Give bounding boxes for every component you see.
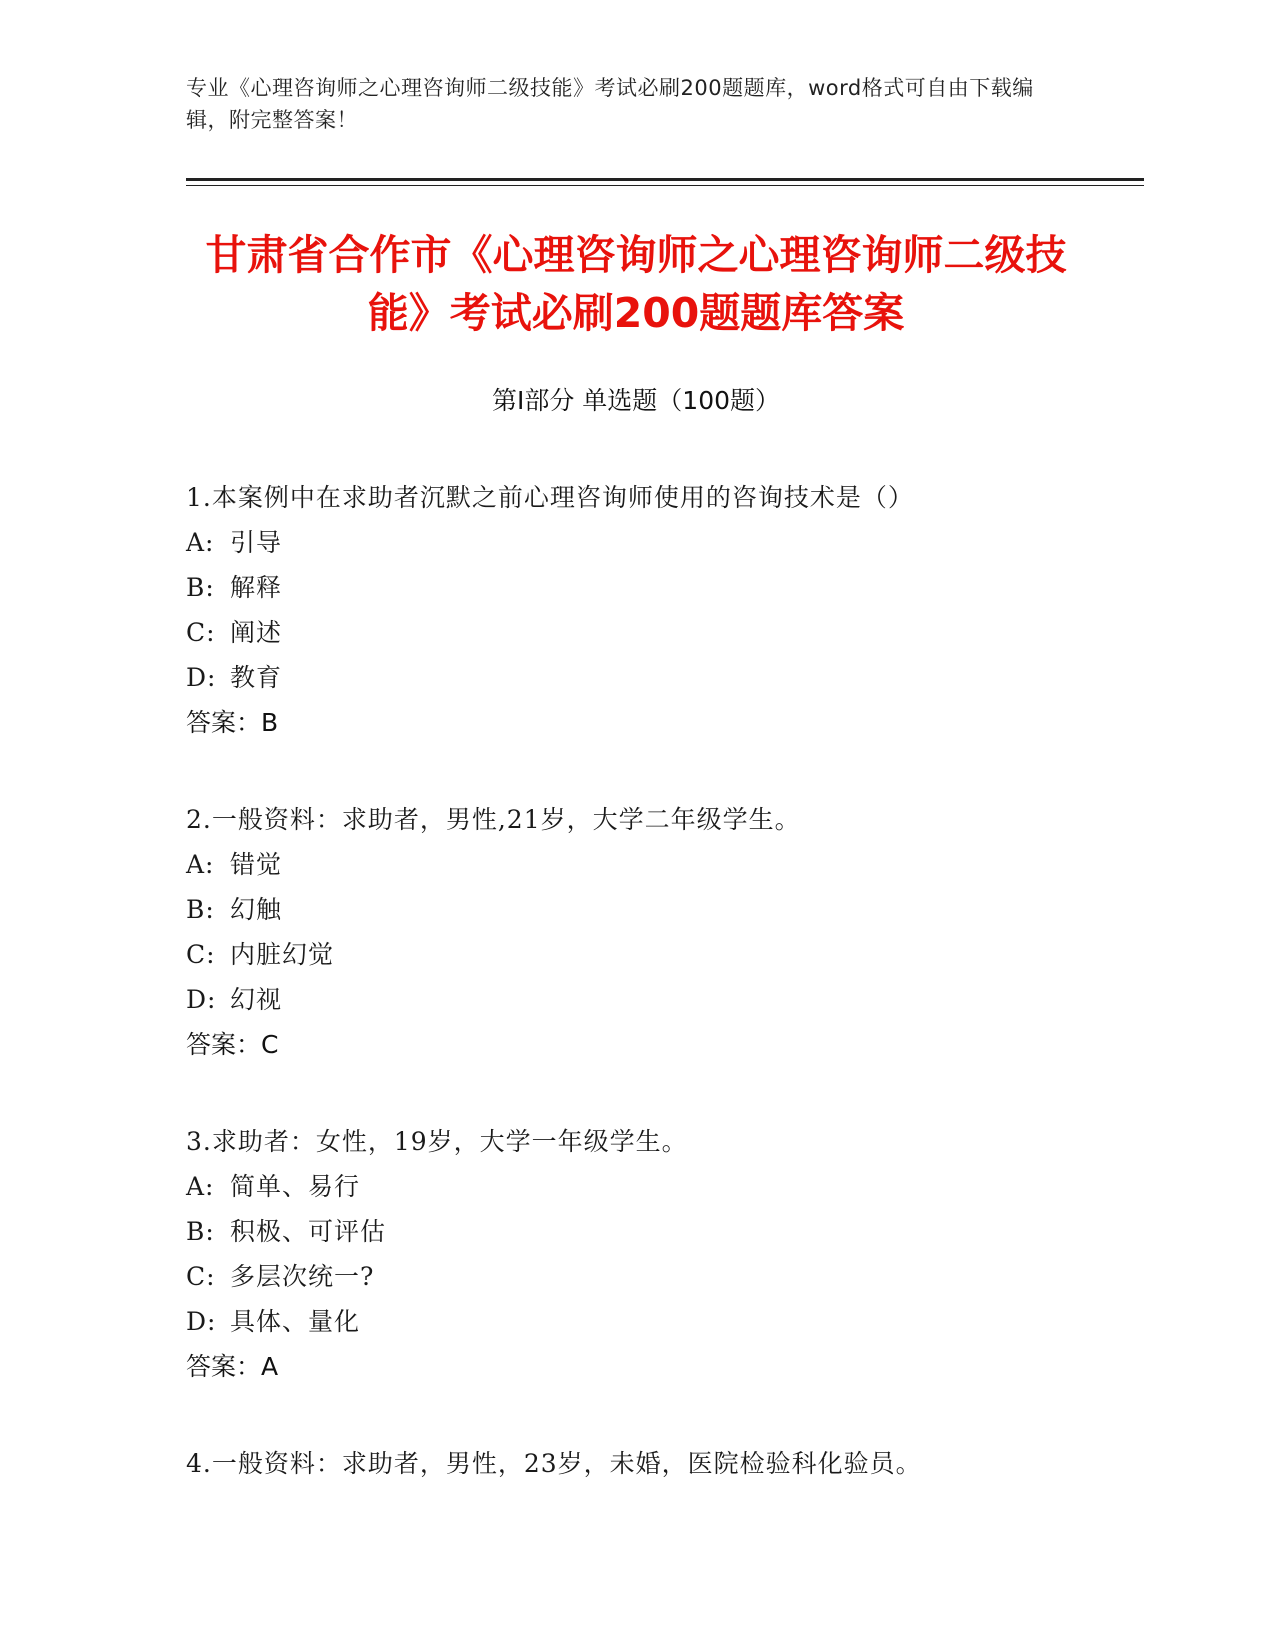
option-text: 幻视 [230,985,283,1014]
header-note: 专业《心理咨询师之心理咨询师二级技能》考试必刷200题题库，word格式可自由下载编辑，附完整答案！ [186,76,1034,132]
option-label: C: [186,940,216,969]
question-stem: 3.求助者：女性，19岁，大学一年级学生。 [186,1127,688,1156]
option-d [186,655,1136,700]
option-d [186,1299,1136,1344]
option-text: 错觉 [230,850,283,879]
option-label: C: [186,618,216,647]
answer-line: 答案：B [186,708,279,737]
option-text: 简单、易行 [230,1172,361,1201]
option-b [186,887,1136,932]
option-text: 解释 [230,573,283,602]
question-item [186,475,1136,745]
question-item [186,797,1136,1067]
option-b [186,1209,1136,1254]
question-stem: 2.一般资料：求助者，男性,21岁，大学二年级学生。 [186,805,801,834]
option-text: 积极、可评估 [230,1217,387,1246]
answer-line: 答案：C [186,1030,279,1059]
option-a [186,1164,1136,1209]
option-label: D: [186,663,217,692]
document-title: 甘肃省合作市《心理咨询师之心理咨询师二级技能》考试必刷200题题库答案 [205,231,1067,337]
option-label: D: [186,985,217,1014]
option-b [186,565,1136,610]
question-list [186,475,1136,1538]
option-text: 多层次统一? [230,1262,375,1291]
option-text: 幻触 [230,895,283,924]
header-rule-thick [186,178,1144,181]
option-text: 教育 [230,663,283,692]
option-label: D: [186,1307,217,1336]
option-label: B: [186,573,215,602]
option-a [186,520,1136,565]
option-label: A: [186,850,215,879]
option-label: C: [186,1262,216,1291]
question-item [186,1119,1136,1389]
question-stem: 1.本案例中在求助者沉默之前心理咨询师使用的咨询技术是（） [186,483,914,512]
question-stem: 4.一般资料：求助者，男性，23岁，未婚，医院检验科化验员。 [186,1449,922,1478]
option-d [186,977,1136,1022]
option-label: A: [186,528,215,557]
option-a [186,842,1136,887]
option-text: 具体、量化 [230,1307,361,1336]
question-item [186,1441,1136,1486]
option-text: 阐述 [230,618,283,647]
section-heading: 第I部分 单选题（100题） [491,386,781,415]
option-text: 引导 [230,528,283,557]
option-c [186,932,1136,977]
option-label: A: [186,1172,215,1201]
header-rule-thin [186,185,1144,186]
option-text: 内脏幻觉 [230,940,335,969]
option-label: B: [186,1217,215,1246]
option-c [186,1254,1136,1299]
option-c [186,610,1136,655]
answer-line: 答案：A [186,1352,279,1381]
option-label: B: [186,895,215,924]
